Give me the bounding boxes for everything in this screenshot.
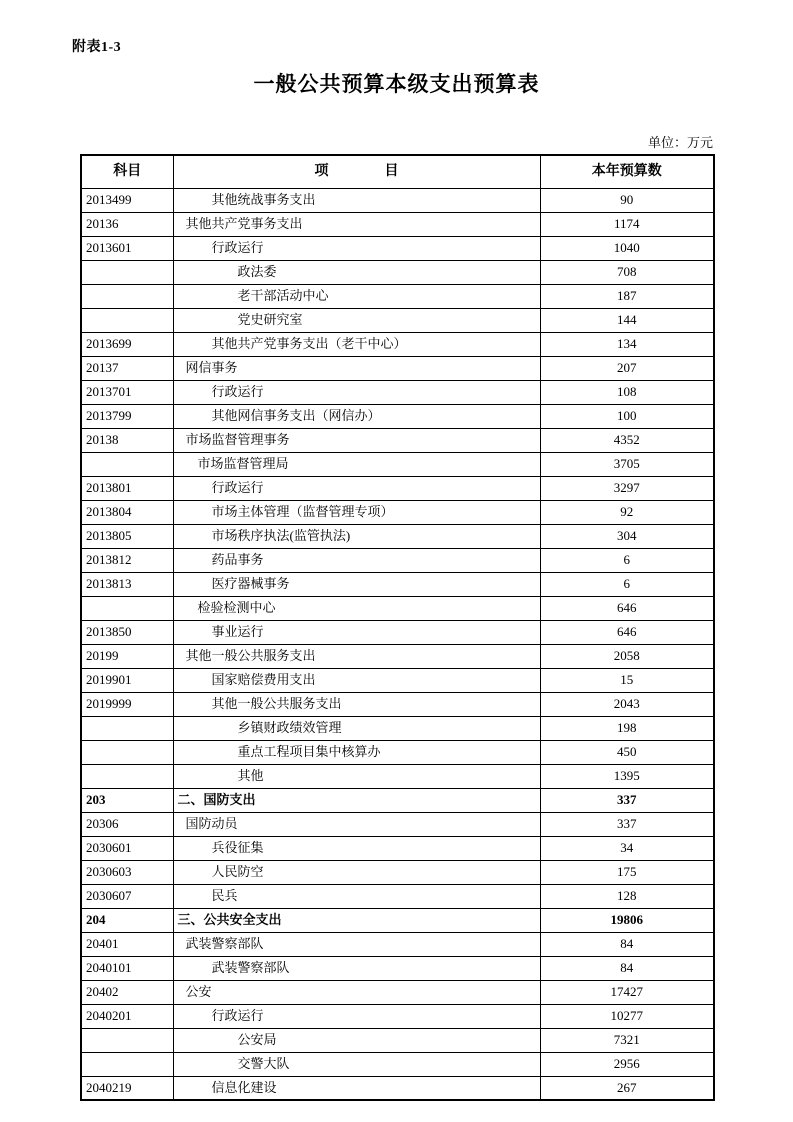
table-row	[81, 692, 714, 716]
table-row	[81, 668, 714, 692]
cell-item-name: 其他一般公共服务支出	[173, 644, 540, 668]
table-row	[81, 932, 714, 956]
cell-budget-amount: 304	[540, 524, 714, 548]
table-row	[81, 764, 714, 788]
cell-item-name: 国防动员	[173, 812, 540, 836]
table-row	[81, 716, 714, 740]
cell-subject-code: 2013499	[81, 188, 173, 212]
table-row	[81, 524, 714, 548]
header-code: 科目	[81, 155, 173, 188]
cell-subject-code: 2013812	[81, 548, 173, 572]
cell-budget-amount: 134	[540, 332, 714, 356]
table-row	[81, 908, 714, 932]
cell-item-name: 武装警察部队	[173, 932, 540, 956]
cell-subject-code	[81, 596, 173, 620]
cell-subject-code: 2040219	[81, 1076, 173, 1100]
cell-item-name: 市场秩序执法(监管执法)	[173, 524, 540, 548]
table-row	[81, 500, 714, 524]
cell-budget-amount: 128	[540, 884, 714, 908]
cell-item-name: 市场监督管理局	[173, 452, 540, 476]
table-row	[81, 1052, 714, 1076]
header-amount: 本年预算数	[540, 155, 714, 188]
cell-budget-amount: 6	[540, 572, 714, 596]
budget-table	[80, 154, 715, 1101]
cell-budget-amount: 4352	[540, 428, 714, 452]
cell-budget-amount: 19806	[540, 908, 714, 932]
cell-subject-code: 20136	[81, 212, 173, 236]
cell-subject-code: 2013805	[81, 524, 173, 548]
cell-subject-code: 2013699	[81, 332, 173, 356]
cell-budget-amount: 92	[540, 500, 714, 524]
table-row	[81, 356, 714, 380]
cell-subject-code: 2040201	[81, 1004, 173, 1028]
cell-budget-amount: 3297	[540, 476, 714, 500]
cell-subject-code: 2013701	[81, 380, 173, 404]
table-row	[81, 548, 714, 572]
cell-budget-amount: 6	[540, 548, 714, 572]
cell-item-name: 三、公共安全支出	[173, 908, 540, 932]
table-row	[81, 404, 714, 428]
cell-budget-amount: 1040	[540, 236, 714, 260]
cell-item-name: 药品事务	[173, 548, 540, 572]
cell-subject-code: 2013601	[81, 236, 173, 260]
table-row	[81, 308, 714, 332]
table-row	[81, 428, 714, 452]
cell-item-name: 兵役征集	[173, 836, 540, 860]
table-row	[81, 980, 714, 1004]
cell-item-name: 公安局	[173, 1028, 540, 1052]
cell-budget-amount: 708	[540, 260, 714, 284]
table-row	[81, 260, 714, 284]
cell-item-name: 网信事务	[173, 356, 540, 380]
cell-item-name: 行政运行	[173, 236, 540, 260]
cell-budget-amount: 10277	[540, 1004, 714, 1028]
cell-subject-code	[81, 260, 173, 284]
cell-subject-code: 2030607	[81, 884, 173, 908]
cell-budget-amount: 144	[540, 308, 714, 332]
table-row	[81, 284, 714, 308]
table-row	[81, 620, 714, 644]
cell-subject-code: 2013850	[81, 620, 173, 644]
cell-subject-code	[81, 716, 173, 740]
cell-item-name: 其他	[173, 764, 540, 788]
cell-budget-amount: 17427	[540, 980, 714, 1004]
cell-budget-amount: 2043	[540, 692, 714, 716]
cell-subject-code: 2040101	[81, 956, 173, 980]
table-row	[81, 1028, 714, 1052]
cell-item-name: 其他共产党事务支出	[173, 212, 540, 236]
cell-subject-code	[81, 284, 173, 308]
cell-item-name: 其他网信事务支出（网信办）	[173, 404, 540, 428]
cell-item-name: 老干部活动中心	[173, 284, 540, 308]
cell-subject-code	[81, 452, 173, 476]
cell-budget-amount: 34	[540, 836, 714, 860]
cell-subject-code: 2019901	[81, 668, 173, 692]
cell-item-name: 乡镇财政绩效管理	[173, 716, 540, 740]
table-row	[81, 956, 714, 980]
cell-subject-code: 2030603	[81, 860, 173, 884]
cell-item-name: 国家赔偿费用支出	[173, 668, 540, 692]
table-row	[81, 212, 714, 236]
unit-note: 单位：万元	[647, 135, 713, 150]
cell-item-name: 信息化建设	[173, 1076, 540, 1100]
table-row	[81, 332, 714, 356]
cell-item-name: 二、国防支出	[173, 788, 540, 812]
cell-subject-code	[81, 1028, 173, 1052]
cell-budget-amount: 337	[540, 812, 714, 836]
cell-budget-amount: 207	[540, 356, 714, 380]
cell-subject-code	[81, 764, 173, 788]
cell-subject-code: 204	[81, 908, 173, 932]
cell-item-name: 市场监督管理事务	[173, 428, 540, 452]
table-row	[81, 812, 714, 836]
cell-budget-amount: 187	[540, 284, 714, 308]
cell-item-name: 其他共产党事务支出（老干中心）	[173, 332, 540, 356]
cell-budget-amount: 3705	[540, 452, 714, 476]
cell-budget-amount: 7321	[540, 1028, 714, 1052]
table-row	[81, 452, 714, 476]
cell-item-name: 检验检测中心	[173, 596, 540, 620]
cell-budget-amount: 84	[540, 956, 714, 980]
cell-item-name: 行政运行	[173, 380, 540, 404]
cell-item-name: 公安	[173, 980, 540, 1004]
cell-budget-amount: 450	[540, 740, 714, 764]
table-row	[81, 1004, 714, 1028]
cell-subject-code: 2030601	[81, 836, 173, 860]
cell-budget-amount: 100	[540, 404, 714, 428]
cell-subject-code	[81, 740, 173, 764]
cell-subject-code: 2013813	[81, 572, 173, 596]
table-row	[81, 1076, 714, 1100]
cell-item-name: 交警大队	[173, 1052, 540, 1076]
cell-subject-code: 2013804	[81, 500, 173, 524]
table-row	[81, 572, 714, 596]
cell-subject-code: 20138	[81, 428, 173, 452]
cell-budget-amount: 90	[540, 188, 714, 212]
table-body	[81, 188, 714, 1100]
cell-budget-amount: 2058	[540, 644, 714, 668]
table-row	[81, 236, 714, 260]
cell-item-name: 政法委	[173, 260, 540, 284]
cell-item-name: 市场主体管理（监督管理专项）	[173, 500, 540, 524]
table-row	[81, 476, 714, 500]
cell-budget-amount: 108	[540, 380, 714, 404]
table-row	[81, 644, 714, 668]
cell-subject-code: 20402	[81, 980, 173, 1004]
cell-item-name: 行政运行	[173, 1004, 540, 1028]
table-row	[81, 788, 714, 812]
table-header-row	[81, 155, 714, 188]
cell-budget-amount: 646	[540, 620, 714, 644]
cell-subject-code: 20199	[81, 644, 173, 668]
cell-item-name: 事业运行	[173, 620, 540, 644]
table-row	[81, 380, 714, 404]
cell-budget-amount: 2956	[540, 1052, 714, 1076]
cell-item-name: 医疗器械事务	[173, 572, 540, 596]
table-row	[81, 740, 714, 764]
cell-item-name: 行政运行	[173, 476, 540, 500]
cell-budget-amount: 337	[540, 788, 714, 812]
cell-budget-amount: 1395	[540, 764, 714, 788]
cell-item-name: 其他一般公共服务支出	[173, 692, 540, 716]
cell-item-name: 武装警察部队	[173, 956, 540, 980]
cell-subject-code	[81, 308, 173, 332]
table-row	[81, 596, 714, 620]
annex-label: 附表1-3	[72, 40, 122, 55]
table-row	[81, 860, 714, 884]
cell-item-name: 其他统战事务支出	[173, 188, 540, 212]
cell-subject-code: 2013799	[81, 404, 173, 428]
cell-budget-amount: 15	[540, 668, 714, 692]
cell-budget-amount: 175	[540, 860, 714, 884]
cell-budget-amount: 646	[540, 596, 714, 620]
header-item: 项 目	[173, 155, 540, 188]
cell-subject-code	[81, 1052, 173, 1076]
cell-budget-amount: 267	[540, 1076, 714, 1100]
cell-item-name: 人民防空	[173, 860, 540, 884]
cell-subject-code: 2019999	[81, 692, 173, 716]
cell-budget-amount: 84	[540, 932, 714, 956]
cell-subject-code: 20306	[81, 812, 173, 836]
cell-budget-amount: 198	[540, 716, 714, 740]
cell-subject-code: 2013801	[81, 476, 173, 500]
table-row	[81, 836, 714, 860]
table-row	[81, 188, 714, 212]
cell-item-name: 民兵	[173, 884, 540, 908]
cell-item-name: 党史研究室	[173, 308, 540, 332]
cell-item-name: 重点工程项目集中核算办	[173, 740, 540, 764]
cell-subject-code: 20401	[81, 932, 173, 956]
table-row	[81, 884, 714, 908]
cell-subject-code: 203	[81, 788, 173, 812]
cell-budget-amount: 1174	[540, 212, 714, 236]
cell-subject-code: 20137	[81, 356, 173, 380]
page-title: 一般公共预算本级支出预算表	[253, 72, 540, 96]
